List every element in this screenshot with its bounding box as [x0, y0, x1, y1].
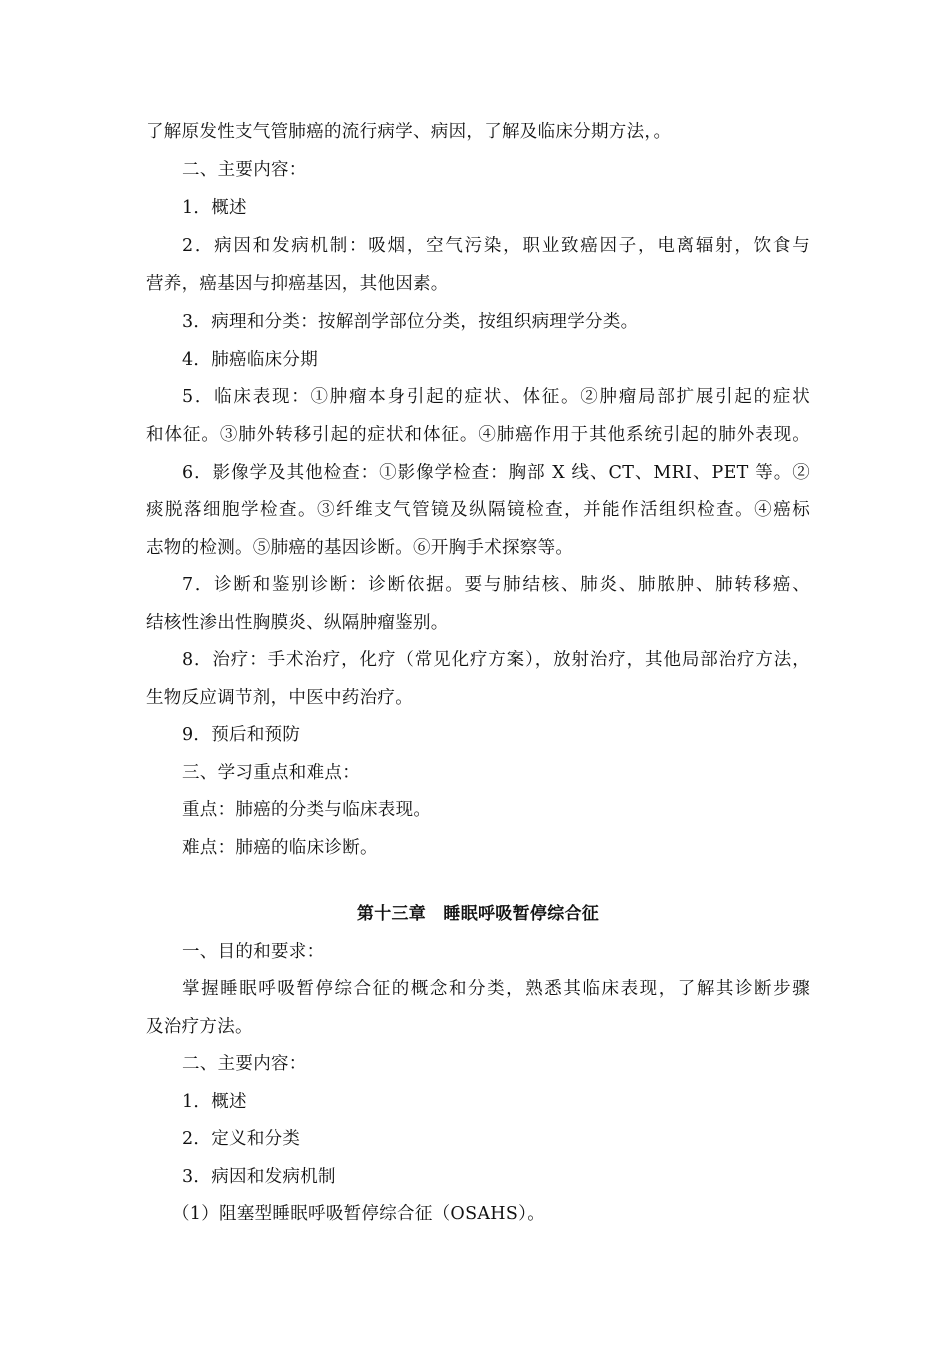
item-imaging-line3: 志物的检测。⑤肺癌的基因诊断。⑥开胸手术探察等。 — [146, 538, 574, 558]
item-prognosis: 9．预后和预防 — [182, 725, 301, 745]
objective-text-line2: 及治疗方法。 — [146, 1017, 253, 1037]
item-imaging-line1: 6．影像学及其他检查：①影像学检查：胸部 X 线、CT、MRI、PET 等。② — [182, 463, 810, 483]
item-diagnosis-line1: 7．诊断和鉴别诊断：诊断依据。要与肺结核、肺炎、肺脓肿、肺转移癌、 — [182, 575, 810, 595]
difficulty-point: 难点：肺癌的临床诊断。 — [182, 838, 378, 858]
chapter-title: 第十三章 睡眠呼吸暂停综合征 — [356, 904, 600, 924]
item-etiology-line2: 营养，癌基因与抑癌基因，其他因素。 — [146, 274, 449, 294]
item-staging: 4．肺癌临床分期 — [182, 350, 319, 370]
main-content-heading: 二、主要内容： — [182, 160, 307, 180]
item-diagnosis-line2: 结核性渗出性胸膜炎、纵隔肿瘤鉴别。 — [146, 613, 449, 633]
item-treatment-line2: 生物反应调节剂，中医中药治疗。 — [146, 688, 413, 708]
item-pathology: 3．病理和分类：按解剖学部位分类，按组织病理学分类。 — [182, 312, 639, 332]
item-etiology-line1: 2．病因和发病机制：吸烟，空气污染，职业致癌因子，电离辐射，饮食与 — [182, 236, 810, 256]
item-overview-2: 1．概述 — [182, 1092, 247, 1112]
key-point: 重点：肺癌的分类与临床表现。 — [182, 800, 432, 820]
main-content-heading-2: 二、主要内容： — [182, 1054, 307, 1074]
item-treatment-line1: 8．治疗：手术治疗，化疗（常见化疗方案），放射治疗，其他局部治疗方法， — [182, 650, 810, 670]
item-osahs: （1）阻塞型睡眠呼吸暂停综合征（OSAHS）。 — [172, 1204, 546, 1224]
objective-heading: 一、目的和要求： — [182, 942, 325, 962]
item-imaging-line2: 痰脱落细胞学检查。③纤维支气管镜及纵隔镜检查，并能作活组织检查。④癌标 — [146, 500, 810, 520]
item-clinical-line2: 和体征。③肺外转移引起的症状和体征。④肺癌作用于其他系统引起的肺外表现。 — [146, 425, 810, 445]
objective-text-line1: 掌握睡眠呼吸暂停综合征的概念和分类，熟悉其临床表现，了解其诊断步骤 — [182, 979, 810, 999]
objective-text-tail: 了解原发性支气管肺癌的流行病学、病因，了解及临床分期方法，。 — [146, 122, 672, 142]
key-points-heading: 三、学习重点和难点： — [182, 763, 360, 783]
item-overview: 1．概述 — [182, 198, 247, 218]
item-definition: 2．定义和分类 — [182, 1129, 301, 1149]
item-clinical-line1: 5．临床表现：①肿瘤本身引起的症状、体征。②肿瘤局部扩展引起的症状 — [182, 387, 810, 407]
item-etiology-2: 3．病因和发病机制 — [182, 1167, 336, 1187]
